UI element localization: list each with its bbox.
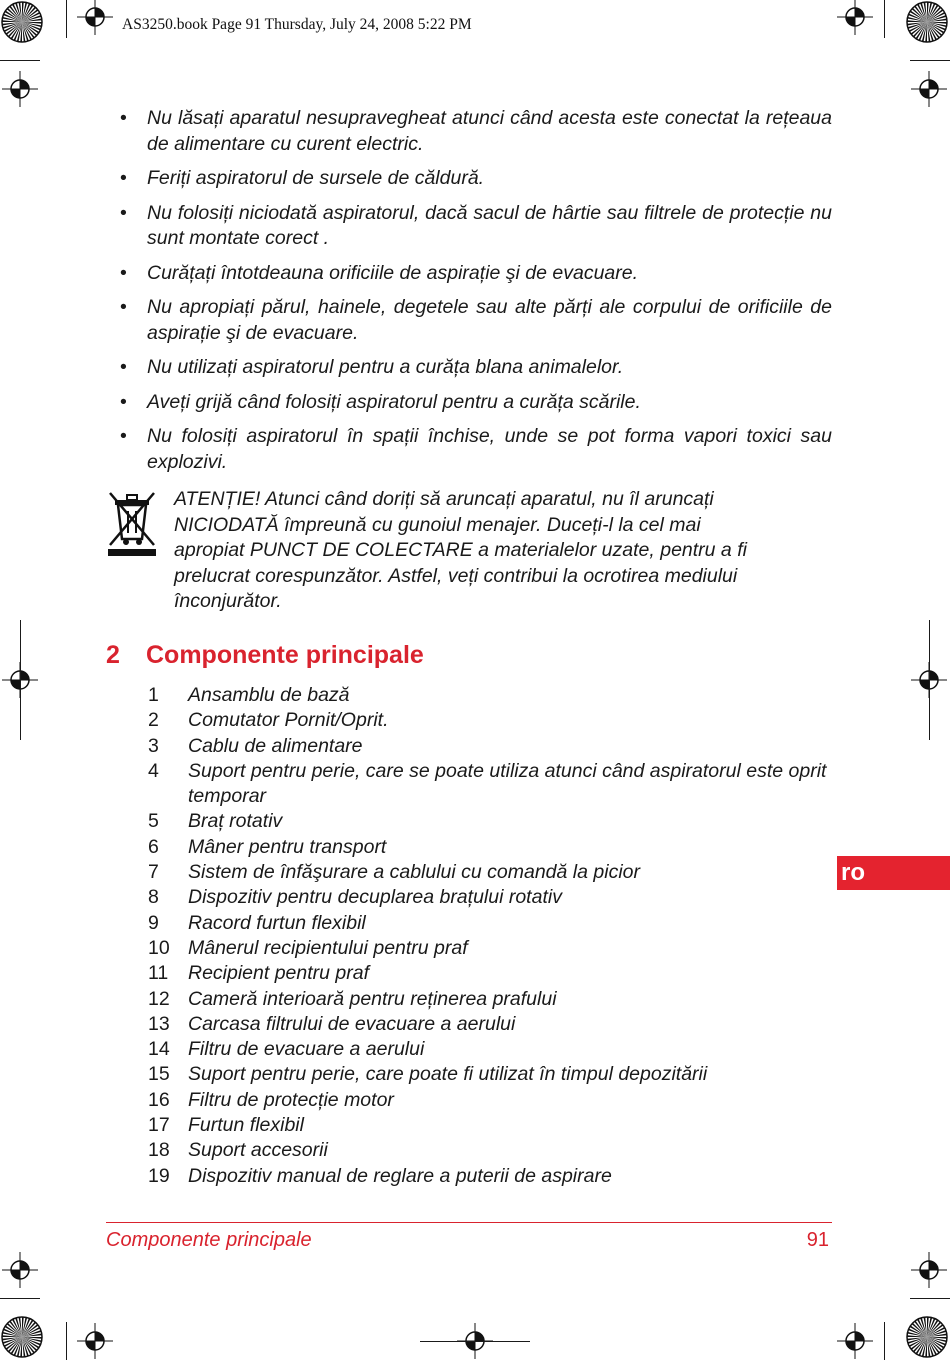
part-item [148, 987, 832, 1012]
part-item [148, 860, 832, 885]
footer-section-title: Componente principale [106, 1229, 312, 1251]
bullet-marker: • [120, 107, 127, 129]
part-item [148, 885, 832, 910]
footer-page-number: 91 [806, 1229, 829, 1251]
part-label: Suport accesorii [188, 1139, 328, 1162]
part-number: 17 [148, 1114, 170, 1137]
bullet-text: Aveți grijă când folosiți aspiratorul pentru a curăța scările. [147, 390, 641, 413]
part-label: Mâner pentru transport [188, 835, 387, 858]
part-item [148, 936, 832, 961]
part-label: Sistem de înfăşurare a cablului cu comandă la picior [188, 861, 640, 884]
section-heading [106, 641, 424, 670]
crop-mark-line [884, 1322, 885, 1360]
bullet-marker: • [120, 261, 127, 284]
bullet-item [120, 424, 832, 475]
safety-bullet-list [120, 106, 832, 484]
part-item [148, 1062, 832, 1087]
part-item [148, 1012, 832, 1037]
registration-mark [909, 69, 949, 109]
part-label: Filtru de evacuare a aerului [188, 1038, 425, 1061]
bullet-marker: • [120, 356, 127, 378]
bullet-item [120, 295, 832, 346]
registration-mark [75, 1321, 115, 1361]
part-item [148, 1138, 832, 1163]
part-label: Filtru de protecție motor [188, 1088, 394, 1111]
part-label: Dispozitiv pentru decuplarea brațului rotativ [188, 886, 562, 909]
part-item [148, 809, 832, 834]
bullet-marker: • [120, 390, 127, 413]
part-label: Cablu de alimentare [188, 734, 363, 757]
bullet-text: Nu apropiați părul, hainele, degetele sau alte părți ale corpului de orificiile de aspirație şi de evacuare. [147, 296, 832, 344]
part-label: Cameră interioară pentru reținerea prafului [188, 987, 557, 1010]
part-number: 9 [148, 911, 159, 934]
part-number: 1 [148, 684, 159, 706]
part-number: 14 [148, 1038, 170, 1061]
crop-mark-line [884, 0, 885, 38]
part-label: Carcasa filtrului de evacuare a aerului [188, 1012, 516, 1035]
section-number: 2 [106, 641, 120, 669]
bullet-item [120, 355, 832, 381]
part-label: Furtun flexibil [188, 1114, 304, 1137]
part-label: Suport pentru perie, care poate fi utilizat în timpul depozitării [188, 1063, 708, 1086]
part-number: 3 [148, 734, 159, 757]
crossed-out-wheelie-bin-icon [106, 489, 158, 557]
weee-notice-line: ATENȚIE! Atunci când doriți să aruncați aparatul, nu îl aruncați [174, 488, 714, 510]
part-number: 19 [148, 1164, 170, 1187]
part-number: 10 [148, 936, 170, 959]
crop-mark-line [20, 620, 21, 740]
crop-mark-line [0, 1298, 40, 1299]
bullet-text: Nu folosiți niciodată aspiratorul, dacă sacul de hârtie sau filtrele de protecție nu sunt montate corect . [147, 201, 832, 249]
bullet-item [120, 261, 832, 287]
part-number: 8 [148, 886, 159, 909]
bullet-item [120, 390, 832, 416]
part-label: Suport pentru perie, care se poate utiliza atunci când aspiratorul este oprit temporar [188, 759, 827, 808]
weee-notice-line: înconjurător. [174, 590, 282, 612]
part-number: 12 [148, 987, 170, 1010]
print-info-header: AS3250.book Page 91 Thursday, July 24, 2008 5:22 PM [122, 16, 472, 33]
color-target-mark [0, 0, 44, 44]
part-number: 18 [148, 1139, 170, 1162]
part-label: Braț rotativ [188, 810, 283, 833]
crop-mark-line [0, 60, 40, 61]
part-number: 6 [148, 835, 159, 858]
crop-mark-line [929, 620, 930, 740]
registration-mark [909, 1250, 949, 1290]
bullet-marker: • [120, 296, 127, 318]
part-item [148, 835, 832, 860]
bullet-marker: • [120, 167, 127, 189]
bullet-text: Nu folosiți aspiratorul în spații închise, unde se pot forma vapori toxici sau explozivi. [147, 425, 832, 473]
registration-mark [835, 0, 875, 37]
part-number: 13 [148, 1012, 170, 1035]
color-target-mark [905, 1315, 949, 1359]
parts-list [148, 683, 832, 1189]
crop-mark-line [66, 0, 67, 38]
bullet-text: Curățați întotdeauna orificiile de aspirație şi de evacuare. [147, 261, 639, 284]
crop-mark-line [420, 1341, 530, 1342]
bullet-item [120, 201, 832, 252]
footer-rule [106, 1222, 832, 1223]
part-number: 4 [148, 759, 159, 782]
part-number: 15 [148, 1063, 170, 1086]
part-number: 11 [148, 962, 169, 985]
part-item [148, 708, 832, 733]
weee-notice-text [174, 487, 834, 615]
part-item [148, 1164, 832, 1189]
bullet-text: Nu utilizați aspiratorul pentru a curăța blana animalelor. [147, 356, 624, 378]
bullet-item [120, 106, 832, 157]
part-number: 5 [148, 810, 159, 833]
part-number: 7 [148, 861, 159, 884]
part-item [148, 1088, 832, 1113]
part-label: Mânerul recipientului pentru praf [188, 936, 468, 959]
part-label: Dispozitiv manual de reglare a puterii de aspirare [188, 1164, 612, 1187]
part-item [148, 759, 832, 810]
part-label: Recipient pentru praf [188, 962, 370, 985]
part-item [148, 734, 832, 759]
weee-notice-line: apropiat PUNCT DE COLECTARE a materialelor uzate, pentru a fi [174, 539, 747, 561]
weee-notice-line: NICIODATĂ împreună cu gunoiul menajer. Duceți-l la cel mai [174, 513, 701, 536]
part-number: 16 [148, 1088, 170, 1111]
part-label: Racord furtun flexibil [188, 911, 366, 934]
part-item [148, 1113, 832, 1138]
part-label: Ansamblu de bază [188, 684, 350, 706]
registration-mark [0, 1250, 40, 1290]
part-item [148, 683, 832, 708]
registration-mark [0, 69, 40, 109]
bullet-text: Feriți aspiratorul de sursele de căldură. [147, 167, 485, 189]
bullet-marker: • [120, 201, 127, 224]
part-item [148, 1037, 832, 1062]
color-target-mark [905, 0, 949, 44]
weee-notice-line: prelucrat corespunzător. Astfel, veți contribui la ocrotirea mediului [174, 564, 738, 587]
crop-mark-line [910, 60, 950, 61]
bullet-item [120, 166, 832, 192]
part-number: 2 [148, 709, 159, 732]
crop-mark-line [910, 1298, 950, 1299]
part-item [148, 961, 832, 986]
language-tab: ro [837, 856, 950, 890]
bullet-text: Nu lăsați aparatul nesupravegheat atunci când acesta este conectat la rețeaua de alimentare cu curent electric. [147, 107, 832, 155]
crop-mark-line [66, 1322, 67, 1360]
registration-mark [75, 0, 115, 37]
color-target-mark [0, 1315, 44, 1359]
bullet-marker: • [120, 425, 127, 447]
part-item [148, 911, 832, 936]
section-title: Componente principale [146, 641, 424, 669]
registration-mark [835, 1321, 875, 1361]
part-label: Comutator Pornit/Oprit. [188, 709, 389, 732]
